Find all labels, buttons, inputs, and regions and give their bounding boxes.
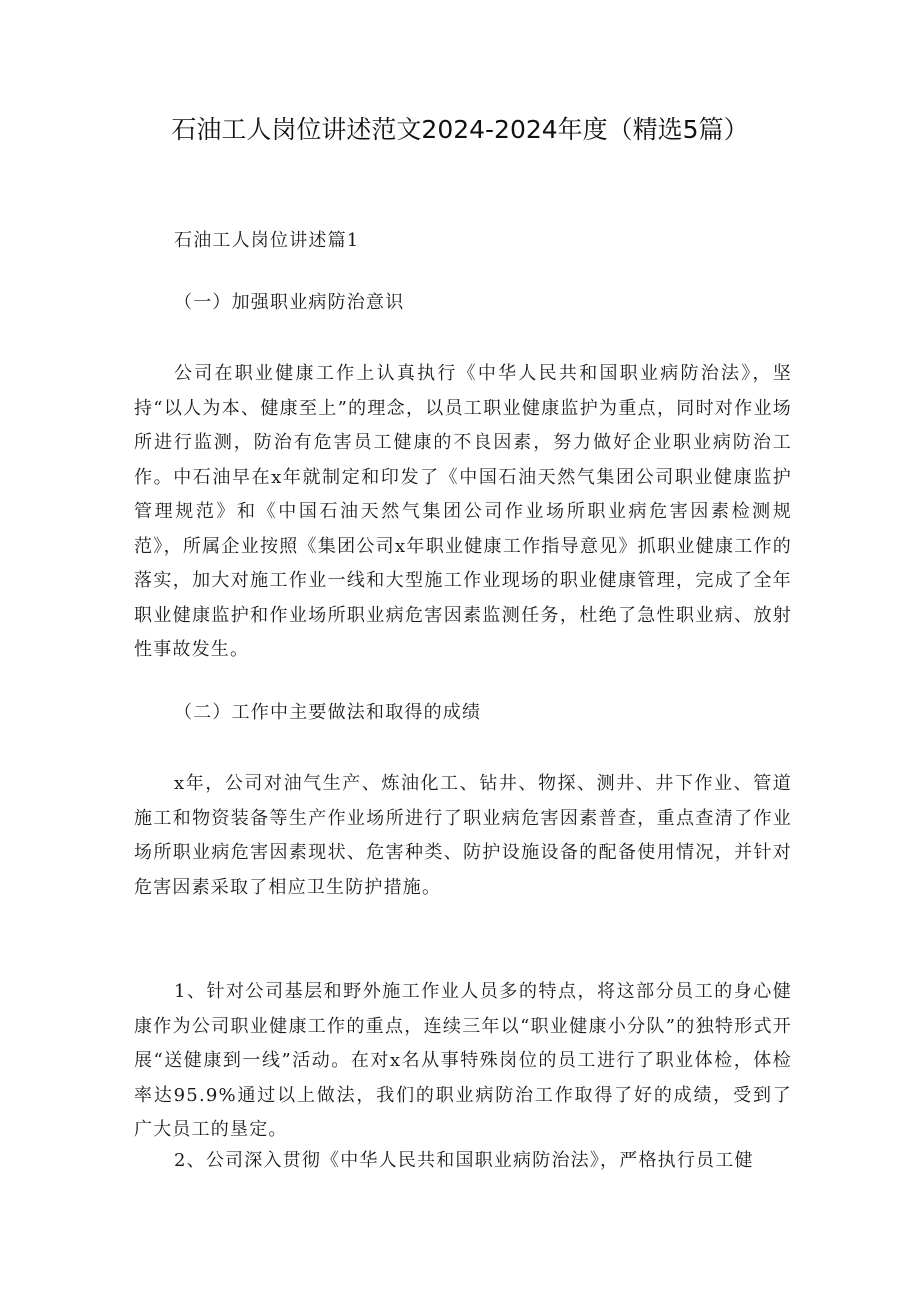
paragraph-2: x年，公司对油气生产、炼油化工、钻井、物探、测井、井下作业、管道施工和物资装备等生产作业场所进行了职业病危害因素普查，重点查清了作业场所职业病危害因素现状、危害种类、防护设施设备的配备使用情况，并针对危害因素采取了相应卫生防护措施。 [134,773,792,898]
document-title: 石油工人岗位讲述范文2024-2024年度（精选5篇） [171,115,749,144]
paragraph-4: 2、公司深入贯彻《中华人民共和国职业病防治法》，严格执行员工健 [174,1150,754,1171]
paragraph-1: 公司在职业健康工作上认真执行《中华人民共和国职业病防治法》，坚持“以人为本、健康至上”的理念，以员工职业健康监护为重点，同时对作业场所进行监测，防治有危害员工健康的不良因素，努力做好企业职业病防治工作。中石油早在x年就制定和印发了《中国石油天然气集团公司职业健康监护管理规范》和《中国石油天然气集团公司作业场所职业病危害因素检测规范》，所属企业按照《集团公司x年职业健康工作指导意见》抓职业健康工作的落实，加大对施工作业一线和大型施工作业现场的职业健康管理，完成了全年职业健康监护和作业场所职业病危害因素监测任务，杜绝了急性职业病、放射性事故发生。 [134,363,792,660]
paragraph-3: 1、针对公司基层和野外施工作业人员多的特点，将这部分员工的身心健康作为公司职业健康工作的重点，连续三年以“职业健康小分队”的独特形式开展“送健康到一线”活动。在对x名从事特殊岗位的员工进行了职业体检，体检率达95.9%通过以上做法，我们的职业病防治工作取得了好的成绩，受到了广大员工的垦定。 [134,981,792,1140]
subheading-2: （二）工作中主要做法和取得的成绩 [174,702,482,723]
section-heading: 石油工人岗位讲述篇1 [174,230,360,251]
subheading-1: （一）加强职业病防治意识 [174,292,405,313]
